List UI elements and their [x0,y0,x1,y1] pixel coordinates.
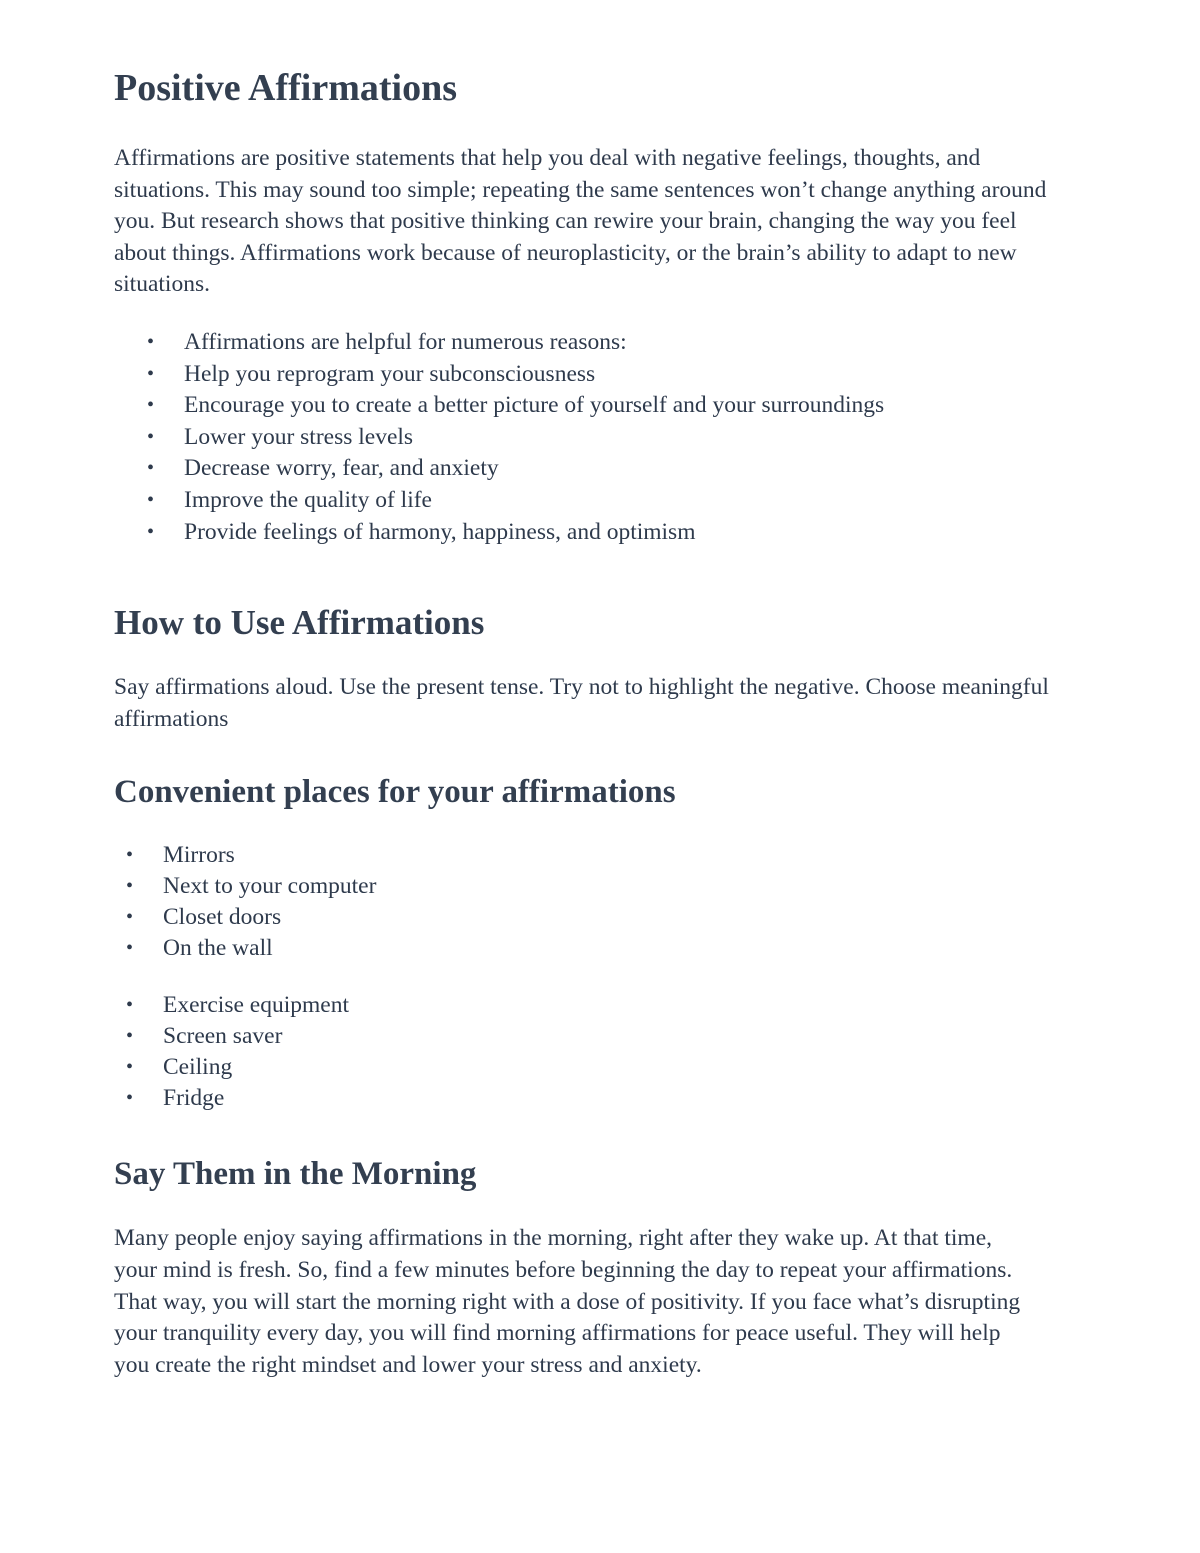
morning-paragraph: Many people enjoy saying affirmations in the morning, right after they wake up. At that time, your mind is fresh. So, find a few minutes before beginning the day to repeat your affirmations. That way, you will start the morning right with a dose of positivity. If you face what’s disrupting your tranquility every day, you will find morning affirmations for peace useful. They will help you create the right mindset and lower your stress and anxiety. [114,1225,1021,1378]
morning-heading: Say Them in the Morning [114,1156,477,1193]
intro-paragraph: Affirmations are positive statements that help you deal with negative feelings, thoughts, and situations. This may sound too simple; repeating the same sentences won’t change anything around you. But research shows that positive thinking can rewire your brain, changing the way you feel about things. Affirmations work because of neuroplasticity, or the brain’s ability to adapt to new situations. [114,145,1047,298]
list-item: • Provide feelings of harmony, happiness, and optimism [114,517,1074,549]
list-item: • Lower your stress levels [114,422,1074,454]
list-item: • Exercise equipment [114,990,1074,1021]
places-heading: Convenient places for your affirmations [114,774,676,811]
list-item: • Help you reprogram your subconsciousness [114,359,1074,391]
places-list-one [114,840,1074,964]
how-to-heading: How to Use Affirmations [114,603,485,643]
page-title: Positive Affirmations [114,67,458,109]
list-item: • On the wall [114,933,1074,964]
list-item: • Encourage you to create a better picture of yourself and your surroundings [114,390,1074,422]
document-page [114,60,1074,1381]
list-item: • Ceiling [114,1052,1074,1083]
list-item: • Fridge [114,1083,1074,1114]
benefits-list [114,327,1074,548]
list-item: • Closet doors [114,902,1074,933]
how-to-paragraph: Say affirmations aloud. Use the present tense. Try not to highlight the negative. Choose meaningful affirmations [114,674,1049,732]
list-item: • Improve the quality of life [114,485,1074,517]
list-item: • Affirmations are helpful for numerous reasons: [114,327,1074,359]
places-list-two [114,990,1074,1114]
list-item: • Screen saver [114,1021,1074,1052]
list-item: • Next to your computer [114,871,1074,902]
list-item: • Mirrors [114,840,1074,871]
list-item: • Decrease worry, fear, and anxiety [114,453,1074,485]
